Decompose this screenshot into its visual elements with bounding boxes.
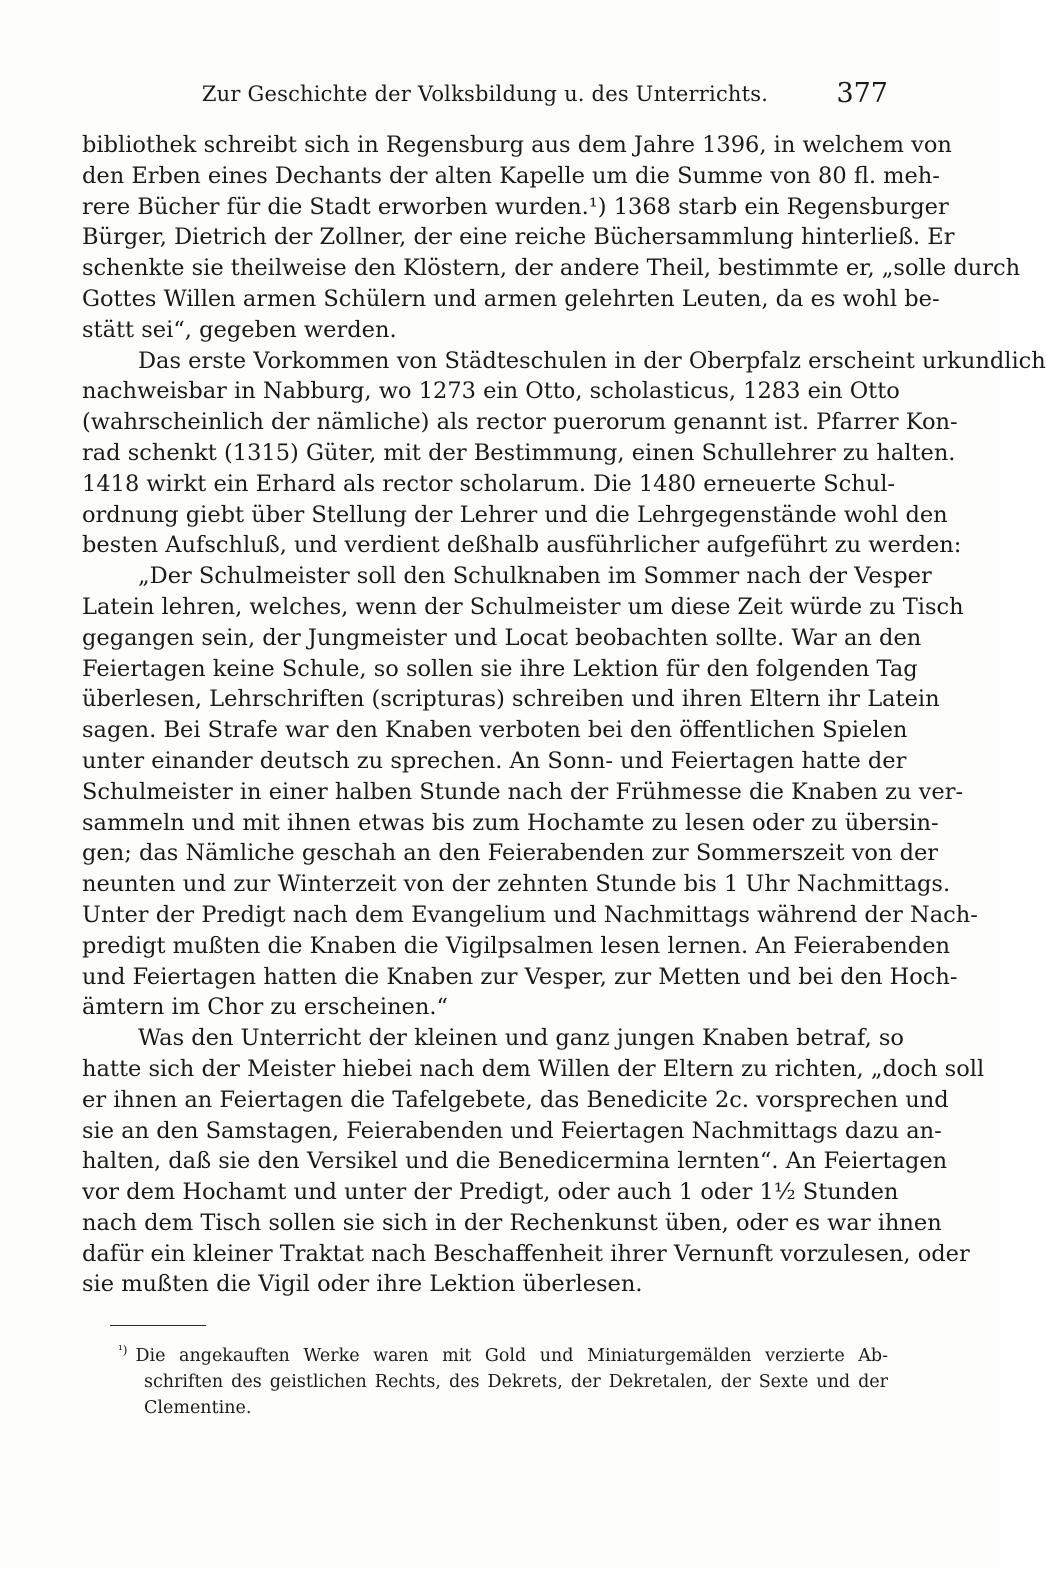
body-text xyxy=(82,130,1046,1300)
footnote-line: Clementine. xyxy=(144,1398,252,1418)
text-line: den Erben eines Dechants der alten Kapelle um die Summe von 80 fl. meh- xyxy=(82,162,940,189)
text-line: sammeln und mit ihnen etwas bis zum Hochamte zu lesen oder zu übersin- xyxy=(82,809,939,836)
text-line: Das erste Vorkommen von Städteschulen in der Oberpfalz erscheint urkundlich xyxy=(138,347,1046,374)
text-line: ämtern im Chor zu erscheinen.“ xyxy=(82,994,449,1021)
text-line: sie mußten die Vigil oder ihre Lektion überlesen. xyxy=(82,1271,643,1298)
text-line: predigt mußten die Knaben die Vigilpsalmen lesen lernen. An Feierabenden xyxy=(82,932,951,959)
text-line: hatte sich der Meister hiebei nach dem Willen der Eltern zu richten, „doch soll xyxy=(82,1055,985,1082)
text-line: sie an den Samstagen, Feierabenden und Feiertagen Nachmittags dazu an- xyxy=(82,1117,942,1144)
text-line: vor dem Hochamt und unter der Predigt, oder auch 1 oder 1½ Stunden xyxy=(82,1179,899,1206)
text-line: Unter der Predigt nach dem Evangelium und Nachmittags während der Nach- xyxy=(82,901,978,928)
text-line: 1418 wirkt ein Erhard als rector scholarum. Die 1480 erneuerte Schul- xyxy=(82,470,896,497)
text-line: nachweisbar in Nabburg, wo 1273 ein Otto, scholasticus, 1283 ein Otto xyxy=(82,378,900,405)
text-line: bibliothek schreibt sich in Regensburg aus dem Jahre 1396, in welchem von xyxy=(82,132,952,158)
text-line: gegangen sein, der Jungmeister und Locat beobachten sollte. War an den xyxy=(82,624,922,651)
text-line: er ihnen an Feiertagen die Tafelgebete, das Benedicite 2c. vorsprechen und xyxy=(82,1086,949,1113)
text-line: dafür ein kleiner Traktat nach Beschaffenheit ihrer Vernunft vorzulesen, oder xyxy=(82,1240,970,1267)
text-line: unter einander deutsch zu sprechen. An Sonn- und Feiertagen hatte der xyxy=(82,747,907,774)
text-line: Feiertagen keine Schule, so sollen sie ihre Lektion für den folgenden Tag xyxy=(82,655,918,682)
text-line: rere Bücher für die Stadt erworben wurden.¹) 1368 starb ein Regensburger xyxy=(82,193,949,220)
text-line: Schulmeister in einer halben Stunde nach der Frühmesse die Knaben zu ver- xyxy=(82,778,964,805)
text-line: nach dem Tisch sollen sie sich in der Rechenkunst üben, oder es war ihnen xyxy=(82,1209,942,1236)
footnote-line: schriften des geistlichen Rechts, des Dekrets, der Dekretalen, der Sexte und der xyxy=(144,1372,888,1392)
text-line: „Der Schulmeister soll den Schulknaben im Sommer nach der Vesper xyxy=(138,563,932,590)
page-number: 377 xyxy=(836,78,888,109)
footnote-rule xyxy=(110,1325,206,1326)
footnote-line xyxy=(118,1343,888,1369)
text-line: ordnung giebt über Stellung der Lehrer und die Lehrgegenstände wohl den xyxy=(82,501,948,528)
footnotes xyxy=(118,1343,888,1421)
running-head xyxy=(82,78,888,122)
text-line: schenkte sie theilweise den Klöstern, der andere Theil, bestimmte er, „solle durch xyxy=(82,255,1021,282)
text-line: halten, daß sie den Versikel und die Benedicermina lernten“. An Feiertagen xyxy=(82,1148,948,1175)
text-line: neunten und zur Winterzeit von der zehnten Stunde bis 1 Uhr Nachmittags. xyxy=(82,871,951,898)
text-line: rad schenkt (1315) Güter, mit der Bestimmung, einen Schullehrer zu halten. xyxy=(82,439,956,466)
text-line: gen; das Nämliche geschah an den Feierabenden zur Sommerszeit von der xyxy=(82,840,939,867)
text-line: und Feiertagen hatten die Knaben zur Vesper, zur Metten und bei den Hoch- xyxy=(82,963,958,990)
footnote-marker: ¹) xyxy=(118,1343,128,1358)
text-line: Gottes Willen armen Schülern und armen gelehrten Leuten, da es wohl be- xyxy=(82,285,940,312)
text-line: Latein lehren, welches, wenn der Schulmeister um diese Zeit würde zu Tisch xyxy=(82,593,964,620)
running-title: Zur Geschichte der Volksbildung u. des Unterrichts. xyxy=(201,82,769,106)
text-line: Was den Unterricht der kleinen und ganz jungen Knaben betraf, so xyxy=(138,1025,904,1052)
text-line: stätt sei“, gegeben werden. xyxy=(82,316,397,343)
footnote-text: Die angekauften Werke waren mit Gold und Miniaturgemälden verzierte Ab- xyxy=(135,1346,888,1366)
text-line: überlesen, Lehrschriften (scripturas) schreiben und ihren Eltern ihr Latein xyxy=(82,686,940,713)
text-line: besten Aufschluß, und verdient deßhalb ausführlicher aufgeführt zu werden: xyxy=(82,532,962,559)
text-line: sagen. Bei Strafe war den Knaben verboten bei den öffentlichen Spielen xyxy=(82,717,908,744)
text-line: (wahrscheinlich der nämliche) als rector puerorum genannt ist. Pfarrer Kon- xyxy=(82,409,958,436)
text-line: Bürger, Dietrich der Zollner, der eine reiche Büchersammlung hinterließ. Er xyxy=(82,224,955,251)
